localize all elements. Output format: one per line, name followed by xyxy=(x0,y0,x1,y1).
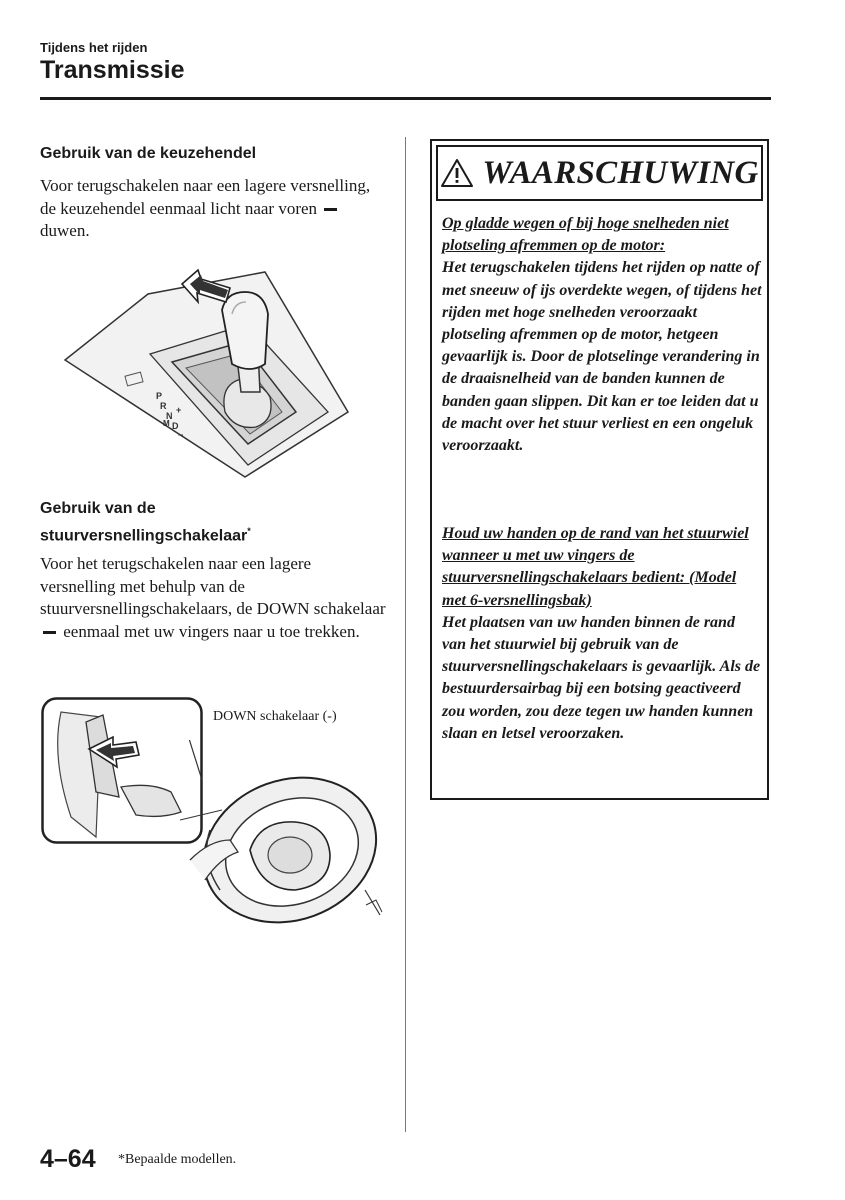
gate-label-d: D xyxy=(172,421,179,431)
page-number: 4–64 xyxy=(40,1145,96,1173)
header-rule xyxy=(40,97,771,100)
gate-label-minus: − xyxy=(178,430,184,440)
heading-paddle-shifter xyxy=(40,498,251,547)
gate-label-n: N xyxy=(166,411,173,421)
heading-paddle-line1: Gebruik van de xyxy=(40,500,156,517)
warning-paragraph xyxy=(442,523,762,745)
paddle-inset-illustration xyxy=(41,697,203,844)
warning-lead: Op gladde wegen of bij hoge snelheden niet plotseling afremmen op de motor: xyxy=(442,215,729,255)
text-lever-before: Voor terugschakelen naar een lagere versnelling, de keuzehendel eenmaal licht naar voren xyxy=(40,176,371,218)
text-lever-after: duwen. xyxy=(40,221,90,240)
text-paddle-before: Voor het terugschakelen naar een lagere versnelling met behulp van de stuurversnellingschakelaars, de DOWN schakelaar xyxy=(40,554,386,618)
text-paddle-after: eenmaal met uw vingers naar u toe trekken. xyxy=(63,621,360,641)
warning-paragraph xyxy=(442,213,762,457)
shift-lever-illustration xyxy=(60,262,360,480)
warning-lead: Houd uw handen op de rand van het stuurwiel wanneer u met uw vingers de stuurversnellingschakelaars bedient: (Model met 6-versnellingsbak) xyxy=(442,525,749,609)
gate-label-r: R xyxy=(160,401,167,411)
warning-body: Het terugschakelen tijdens het rijden op natte of met sneeuw of ijs overdekte wegen, of tijdens het rijden met hoge snelheden veroorzaakt plotseling afremmen op de motor, hetgeen gevaarlijk is. Door de plotselinge verandering in de draaisnelheid van de banden kunnen de banden gaan slippen. Dit kan er toe leiden dat u de macht over het stuur verliest en een ongeluk veroorzaakt. xyxy=(442,259,762,455)
gate-label-plus: + xyxy=(176,405,182,415)
minus-symbol-icon xyxy=(43,631,56,634)
paddle-callout-label: DOWN schakelaar (-) xyxy=(213,709,337,724)
warning-title: WAARSCHUWING xyxy=(482,154,759,191)
warning-body: Het plaatsen van uw handen binnen de rand van het stuurwiel bij gebruik van de stuurversnellingschakelaars is gevaarlijk. Als de bestuurdersairbag bij een botsing geactiveerd zou worden, zou deze tegen uw handen kunnen slaan en letsel veroorzaken. xyxy=(442,613,761,742)
heading-paddle-line2: stuurversnellingschakelaar xyxy=(40,527,248,545)
gate-label-m: M xyxy=(163,419,170,428)
footnote-mark: * xyxy=(247,526,251,536)
warning-triangle-icon xyxy=(440,158,474,188)
steering-wheel-illustration xyxy=(180,740,395,950)
footnote: *Bepaalde modellen. xyxy=(118,1152,237,1167)
text-paddle-shifter xyxy=(40,553,390,643)
warning-header xyxy=(436,145,763,201)
minus-symbol-icon xyxy=(324,208,337,211)
section-label: Tijdens het rijden xyxy=(40,40,148,55)
warning-box xyxy=(430,139,769,800)
page-title: Transmissie xyxy=(40,56,185,84)
column-divider xyxy=(405,137,406,1132)
gate-label-p: P xyxy=(156,391,163,401)
text-selector-lever xyxy=(40,175,390,243)
heading-selector-lever: Gebruik van de keuzehendel xyxy=(40,145,257,162)
